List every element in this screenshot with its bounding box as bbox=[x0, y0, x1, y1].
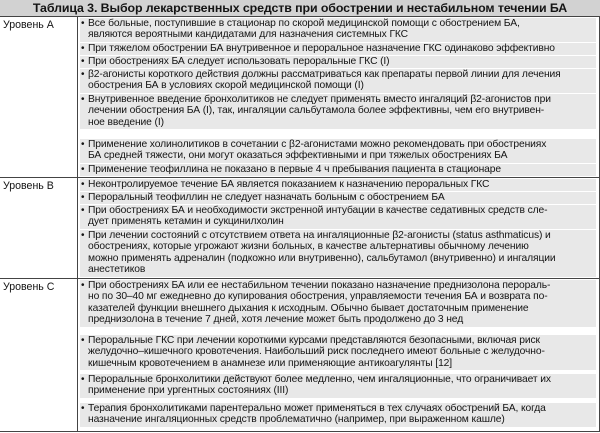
recommendation-item: • При обострениях БА следует использовать пероральные ГКС (I) bbox=[80, 56, 596, 68]
recommendation-item: • При обострениях БА или ее нестабильном течении показано назначение преднизолона перораль- но по 30–40 мг ежедневно до купирования обострения, управляемости течения БА и возврата по- казателей функции внешнего дыхания к исходным. Обычно бывает достаточным применение преднизолона в течение 7 дней, хотя лечение может быть продолжено до 3 нед bbox=[80, 280, 596, 327]
recommendation-item: • Внутривенное введение бронхолитиков не следует применять вместо ингаляций β2-агонистов при лечении обострения БА (I), так, ингаляции сальбутамола более эффективны, чем его внутривен- ное введение (I) bbox=[80, 94, 596, 129]
recommendation-item: • β2-агонисты короткого действия должны рассматриваться как препараты первой линии для лечения обострения БА в условиях скорой медицинской помощи (I) bbox=[80, 69, 596, 93]
recommendation-item: • Пероральный теофиллин не следует назначать больным с обострением БА bbox=[80, 192, 596, 204]
table-bottom-border bbox=[0, 431, 600, 432]
recommendation-item: • При тяжелом обострении БА внутривенное и пероральное назначение ГКС одинаково эффективно bbox=[80, 43, 596, 55]
recommendation-item: • Применение теофиллина не показано в первые 4 ч пребывания пациента в стационаре bbox=[80, 164, 596, 176]
recommendation-item: • Пероральные ГКС при лечении короткими курсами представляются безопасными, включая риск желудочно–кишечного кровотечения. Наибольший риск последнего имеют больные с желудочно- кишечным кровотечением в анамнезе или применяющие антикоагулянты [12] bbox=[80, 335, 596, 370]
row-divider-b bbox=[0, 177, 600, 178]
recommendation-item: • Неконтролируемое течение БА является показанием к назначению пероральных ГКС bbox=[80, 179, 596, 191]
column-divider bbox=[77, 16, 78, 432]
level-label: Уровень В bbox=[3, 180, 54, 192]
title-divider bbox=[0, 16, 600, 17]
recommendation-item: • При обострениях БА и необходимости экстренной интубации в качестве седативных средств сле- дует применять кетамин и сукцинилхолин bbox=[80, 205, 596, 229]
level-label: Уровень С bbox=[3, 281, 55, 293]
recommendation-item: • При лечении состояний с отсутствием ответа на ингаляционные β2-агонисты (status asthmaticus) и обострениях, которые угрожают жизни больных, в качестве альтернативы обычному лечению можно применять адреналин (подкожно или внутривенно), сальбутамол (внутривенно) и ингаляции анестетиков bbox=[80, 230, 596, 277]
recommendation-item: • Применение холинолитиков в сочетании с β2-агонистами можно рекомендовать при обострениях БА средней тяжести, они могут оказаться эффективными и при тяжелых обострениях БА bbox=[80, 139, 596, 163]
row-divider-c bbox=[0, 278, 600, 279]
recommendation-item: • Пероральные бронхолитики действуют более медленно, чем ингаляционные, что ограничивает их применение при ургентных состояниях (III) bbox=[80, 374, 596, 398]
recommendation-item: • Все больные, поступившие в стационар по скорой медицинской помощи с обострением БА, являются вероятными кандидатами для назначения системных ГКС bbox=[80, 18, 596, 42]
level-label: Уровень А bbox=[3, 19, 54, 31]
table-title: Таблица 3. Выбор лекарственных средств при обострении и нестабильном течении БА bbox=[0, 0, 600, 16]
recommendation-item: • Терапия бронхолитиками парентерально может применяться в тех случаях обострений БА, когда назначение ингаляционных средств проблематично (например, при выраженном кашле) bbox=[80, 403, 596, 427]
